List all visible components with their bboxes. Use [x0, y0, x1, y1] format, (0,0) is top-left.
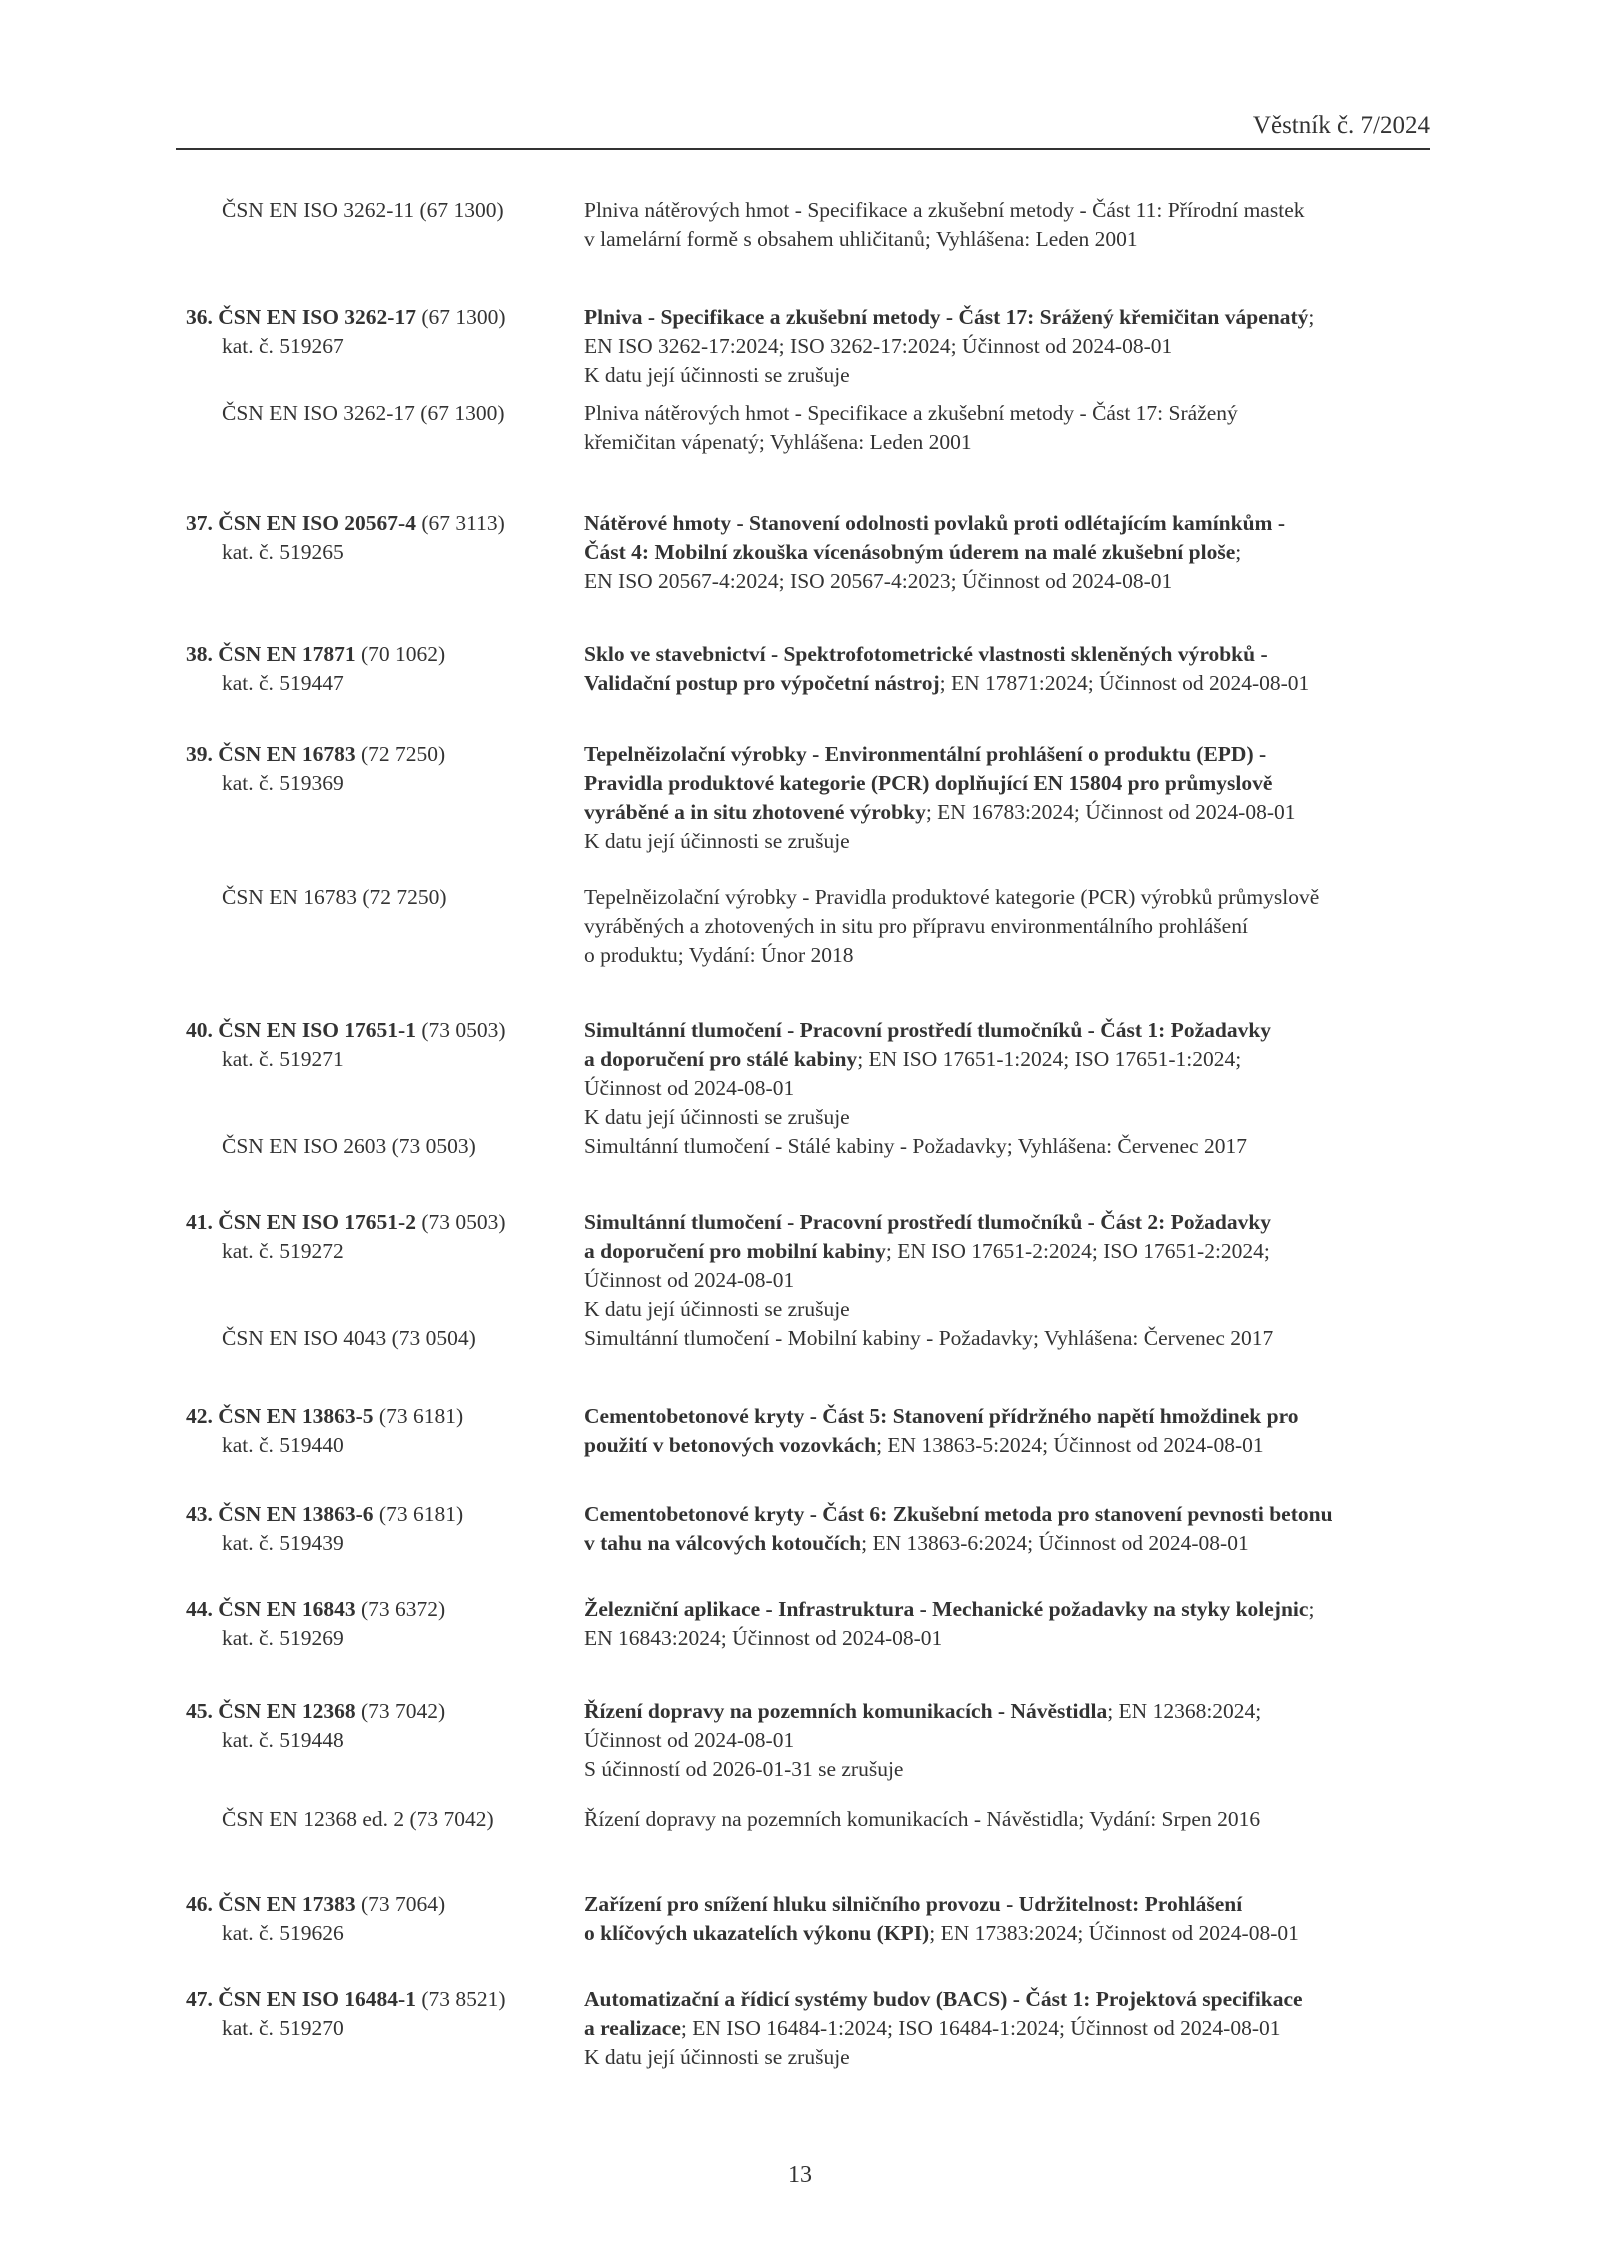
- standard-number-code: [186, 1018, 416, 1042]
- entry-number: 41.: [186, 1210, 213, 1234]
- standard-title-bold: Pravidla produktové kategorie (PCR) doplňující EN 15804 pro průmyslově: [584, 771, 1273, 795]
- standard-title-line: [584, 1919, 1299, 1948]
- standard-details: K datu její účinnosti se zrušuje: [584, 2045, 850, 2069]
- classification-code: (67 3113): [421, 511, 505, 535]
- classification-code: (73 0503): [421, 1210, 506, 1234]
- standard-title-line: [584, 1985, 1303, 2014]
- standard-title-bold: Simultánní tlumočení - Pracovní prostředí tlumočníků - Část 2: Požadavky: [584, 1210, 1272, 1234]
- replaced-standard-title-line: Simultánní tlumočení - Stálé kabiny - Požadavky; Vyhlášena: Červenec 2017: [584, 1134, 1247, 1158]
- standard-title-line: [584, 827, 850, 856]
- standard-title-line: [584, 1726, 794, 1755]
- standard-details: K datu její účinnosti se zrušuje: [584, 1105, 850, 1129]
- standard-title-bold: v tahu na válcových kotoučích: [584, 1531, 862, 1555]
- classification-code: (70 1062): [361, 642, 446, 666]
- entry-number: 42.: [186, 1404, 213, 1428]
- classification-code: (73 6372): [361, 1597, 446, 1621]
- replaced-standard-code: ČSN EN ISO 3262-11 (67 1300): [222, 198, 504, 222]
- standard-code: ČSN EN ISO 17651-2: [218, 1210, 416, 1234]
- standard-details: ;: [1308, 305, 1315, 329]
- classification-code: (72 7250): [361, 742, 446, 766]
- standard-title-line: [584, 1431, 1264, 1460]
- classification-code: (73 8521): [421, 1987, 506, 2011]
- replaced-standard-title-line: Plniva nátěrových hmot - Specifikace a zkušební metody - Část 11: Přírodní mastek: [584, 198, 1305, 222]
- standard-heading: [186, 1500, 463, 1529]
- standard-title-bold: Tepelněizolační výrobky - Environmentální prohlášení o produktu (EPD) -: [584, 742, 1267, 766]
- standard-title-line: [584, 669, 1309, 698]
- standard-title-bold: Cementobetonové kryty - Část 5: Stanovení přídržného napětí hmoždinek pro: [584, 1404, 1299, 1428]
- standard-heading: [186, 1985, 506, 2014]
- standard-heading: [186, 1595, 445, 1624]
- standard-title-bold: Nátěrové hmoty - Stanovení odolnosti povlaků proti odlétajícím kamínkům -: [584, 511, 1285, 535]
- standard-title-bold: Řízení dopravy na pozemních komunikacích - Návěstidla: [584, 1699, 1108, 1723]
- entry-number: 36.: [186, 305, 213, 329]
- standard-title-line: [584, 1529, 1249, 1558]
- standard-title-line: [584, 1595, 1314, 1624]
- standard-code: ČSN EN ISO 16484-1: [218, 1987, 416, 2011]
- standard-details: ; EN 13863-5:2024; Účinnost od 2024-08-01: [876, 1433, 1264, 1457]
- replaced-standard-title-line: Tepelněizolační výrobky - Pravidla produktové kategorie (PCR) výrobků průmyslově: [584, 885, 1320, 909]
- standard-code: ČSN EN ISO 3262-17: [218, 305, 416, 329]
- entry-number: 45.: [186, 1699, 213, 1723]
- standard-code: ČSN EN 13863-6: [218, 1502, 374, 1526]
- standard-title-line: [584, 303, 1314, 332]
- replaced-standard-code: ČSN EN ISO 3262-17 (67 1300): [222, 401, 505, 425]
- standard-number-code: [186, 511, 416, 535]
- standard-title-bold: Plniva - Specifikace a zkušební metody - Část 17: Srážený křemičitan vápenatý: [584, 305, 1309, 329]
- standard-details: ; EN 17383:2024; Účinnost od 2024-08-01: [929, 1921, 1299, 1945]
- standard-code: ČSN EN 16783: [218, 742, 356, 766]
- standard-number-code: [186, 1699, 356, 1723]
- classification-code: (73 7064): [361, 1892, 446, 1916]
- standard-title-line: [584, 1237, 1270, 1266]
- standard-title-bold: Cementobetonové kryty - Část 6: Zkušební metoda pro stanovení pevnosti betonu: [584, 1502, 1333, 1526]
- standard-title-line: [584, 798, 1296, 827]
- standard-details: ; EN 12368:2024;: [1107, 1699, 1262, 1723]
- catalog-number: kat. č. 519439: [222, 1531, 344, 1555]
- replaced-standard-code: ČSN EN 16783 (72 7250): [222, 885, 447, 909]
- replaced-standard-title-line: o produktu; Vydání: Únor 2018: [584, 943, 854, 967]
- standard-details: ; EN 17871:2024; Účinnost od 2024-08-01: [939, 671, 1310, 695]
- classification-code: (73 0503): [421, 1018, 506, 1042]
- entry-number: 43.: [186, 1502, 213, 1526]
- standard-title-line: [584, 509, 1285, 538]
- catalog-number: kat. č. 519269: [222, 1626, 344, 1650]
- standard-heading: [186, 1890, 445, 1919]
- standard-details: Účinnost od 2024-08-01: [584, 1728, 795, 1752]
- entry-number: 37.: [186, 511, 213, 535]
- standard-number-code: [186, 1987, 416, 2011]
- standard-title-line: [584, 332, 1172, 361]
- standard-title-line: [584, 1697, 1261, 1726]
- standard-title-line: [584, 1045, 1241, 1074]
- standard-title-line: [584, 1103, 850, 1132]
- standard-title-bold: Validační postup pro výpočetní nástroj: [584, 671, 940, 695]
- classification-code: (73 6181): [378, 1502, 464, 1526]
- standard-title-bold: Zařízení pro snížení hluku silničního provozu - Udržitelnost: Prohlášení: [584, 1892, 1243, 1916]
- standard-title-line: [584, 361, 850, 390]
- standard-heading: [186, 1016, 506, 1045]
- replaced-standard-title-line: Plniva nátěrových hmot - Specifikace a zkušební metody - Část 17: Srážený: [584, 401, 1238, 425]
- catalog-number: kat. č. 519271: [222, 1047, 344, 1071]
- standard-number-code: [186, 742, 356, 766]
- standard-code: ČSN EN 17871: [218, 642, 356, 666]
- standard-details: Účinnost od 2024-08-01: [584, 1268, 795, 1292]
- standard-title-line: [584, 1624, 942, 1653]
- standard-details: EN ISO 20567-4:2024; ISO 20567-4:2023; Účinnost od 2024-08-01: [584, 569, 1173, 593]
- replaced-standard-title-line: křemičitan vápenatý; Vyhlášena: Leden 2001: [584, 430, 972, 454]
- standard-heading: [186, 740, 445, 769]
- standard-heading: [186, 1208, 506, 1237]
- standard-title-line: [584, 1016, 1271, 1045]
- standard-details: Účinnost od 2024-08-01: [584, 1076, 795, 1100]
- standard-heading: [186, 1402, 463, 1431]
- entry-number: 38.: [186, 642, 213, 666]
- standard-number-code: [186, 1892, 356, 1916]
- standard-details: S účinností od 2026-01-31 se zrušuje: [584, 1757, 904, 1781]
- catalog-number: kat. č. 519447: [222, 671, 344, 695]
- standard-number-code: [186, 305, 416, 329]
- catalog-number: kat. č. 519270: [222, 2016, 344, 2040]
- standard-title-line: [584, 1500, 1333, 1529]
- standard-title-line: [584, 1402, 1298, 1431]
- standard-title-line: [584, 2014, 1281, 2043]
- standard-title-line: [584, 2043, 850, 2072]
- standard-details: K datu její účinnosti se zrušuje: [584, 363, 850, 387]
- standard-title-bold: a doporučení pro stálé kabiny: [584, 1047, 858, 1071]
- standard-title-line: [584, 567, 1172, 596]
- entry-number: 39.: [186, 742, 213, 766]
- replaced-standard-title-line: Řízení dopravy na pozemních komunikacích - Návěstidla; Vydání: Srpen 2016: [584, 1807, 1261, 1831]
- standard-code: ČSN EN 12368: [218, 1699, 356, 1723]
- standard-details: K datu její účinnosti se zrušuje: [584, 829, 850, 853]
- standard-code: ČSN EN 17383: [218, 1892, 356, 1916]
- catalog-number: kat. č. 519369: [222, 771, 344, 795]
- standard-details: ; EN ISO 17651-1:2024; ISO 17651-1:2024;: [857, 1047, 1242, 1071]
- standard-code: ČSN EN ISO 20567-4: [218, 511, 416, 535]
- catalog-number: kat. č. 519448: [222, 1728, 344, 1752]
- page-number: 13: [788, 2162, 812, 2188]
- standard-details: ; EN 13863-6:2024; Účinnost od 2024-08-01: [861, 1531, 1249, 1555]
- standard-title-bold: a doporučení pro mobilní kabiny: [584, 1239, 886, 1263]
- standard-title-line: [584, 640, 1268, 669]
- standard-details: ; EN 16783:2024; Účinnost od 2024-08-01: [925, 800, 1296, 824]
- classification-code: (73 7042): [361, 1699, 446, 1723]
- standard-title-bold: Sklo ve stavebnictví - Spektrofotometrické vlastnosti skleněných výrobků -: [584, 642, 1268, 666]
- entry-number: 44.: [186, 1597, 213, 1621]
- standard-title-line: [584, 538, 1241, 567]
- replaced-standard-title-line: v lamelární formě s obsahem uhličitanů; Vyhlášena: Leden 2001: [584, 227, 1138, 251]
- standard-title-line: [584, 769, 1272, 798]
- catalog-number: kat. č. 519267: [222, 334, 344, 358]
- standard-code: ČSN EN 16843: [218, 1597, 356, 1621]
- standard-title-line: [584, 740, 1266, 769]
- standard-details: EN 16843:2024; Účinnost od 2024-08-01: [584, 1626, 943, 1650]
- standard-code: ČSN EN 13863-5: [218, 1404, 374, 1428]
- standard-title-bold: použití v betonových vozovkách: [584, 1433, 877, 1457]
- standard-details: ;: [1308, 1597, 1315, 1621]
- catalog-number: kat. č. 519440: [222, 1433, 344, 1457]
- standard-number-code: [186, 1210, 416, 1234]
- replaced-standard-code: ČSN EN 12368 ed. 2 (73 7042): [222, 1807, 494, 1831]
- standard-title-bold: Část 4: Mobilní zkouška vícenásobným úderem na malé zkušební ploše: [584, 540, 1236, 564]
- standard-details: ;: [1235, 540, 1242, 564]
- standard-details: K datu její účinnosti se zrušuje: [584, 1297, 850, 1321]
- entry-number: 46.: [186, 1892, 213, 1916]
- standard-title-bold: o klíčových ukazatelích výkonu (KPI): [584, 1921, 930, 1945]
- standard-code: ČSN EN ISO 17651-1: [218, 1018, 416, 1042]
- standard-title-line: [584, 1890, 1242, 1919]
- standard-heading: [186, 303, 506, 332]
- standard-title-line: [584, 1295, 850, 1324]
- standard-title-bold: Automatizační a řídicí systémy budov (BACS) - Část 1: Projektová specifikace: [584, 1987, 1303, 2011]
- catalog-number: kat. č. 519626: [222, 1921, 344, 1945]
- replaced-standard-title-line: vyráběných a zhotovených in situ pro přípravu environmentálního prohlášení: [584, 914, 1248, 938]
- standard-number-code: [186, 1502, 374, 1526]
- replaced-standard-code: ČSN EN ISO 2603 (73 0503): [222, 1134, 476, 1158]
- replaced-standard-title-line: Simultánní tlumočení - Mobilní kabiny - Požadavky; Vyhlášena: Červenec 2017: [584, 1326, 1274, 1350]
- standard-details: ; EN ISO 17651-2:2024; ISO 17651-2:2024;: [885, 1239, 1270, 1263]
- standard-heading: [186, 640, 445, 669]
- bulletin-title: Věstník č. 7/2024: [1252, 112, 1430, 139]
- standard-heading: [186, 1697, 445, 1726]
- classification-code: (73 6181): [378, 1404, 464, 1428]
- catalog-number: kat. č. 519272: [222, 1239, 344, 1263]
- standard-title-bold: vyráběné a in situ zhotovené výrobky: [584, 800, 926, 824]
- standard-title-bold: Simultánní tlumočení - Pracovní prostředí tlumočníků - Část 1: Požadavky: [584, 1018, 1272, 1042]
- standard-title-bold: a realizace: [584, 2016, 681, 2040]
- standard-details: ; EN ISO 16484-1:2024; ISO 16484-1:2024; Účinnost od 2024-08-01: [680, 2016, 1281, 2040]
- standard-details: EN ISO 3262-17:2024; ISO 3262-17:2024; Účinnost od 2024-08-01: [584, 334, 1173, 358]
- standard-heading: [186, 509, 505, 538]
- standard-title-line: [584, 1074, 794, 1103]
- standard-number-code: [186, 1404, 374, 1428]
- entry-number: 40.: [186, 1018, 213, 1042]
- standard-title-bold: Železniční aplikace - Infrastruktura - Mechanické požadavky na styky kolejnic: [584, 1597, 1309, 1621]
- standard-number-code: [186, 642, 356, 666]
- standard-title-line: [584, 1266, 794, 1295]
- standard-title-line: [584, 1208, 1271, 1237]
- entry-number: 47.: [186, 1987, 213, 2011]
- standard-number-code: [186, 1597, 356, 1621]
- catalog-number: kat. č. 519265: [222, 540, 344, 564]
- classification-code: (67 1300): [421, 305, 506, 329]
- standard-title-line: [584, 1755, 903, 1784]
- replaced-standard-code: ČSN EN ISO 4043 (73 0504): [222, 1326, 476, 1350]
